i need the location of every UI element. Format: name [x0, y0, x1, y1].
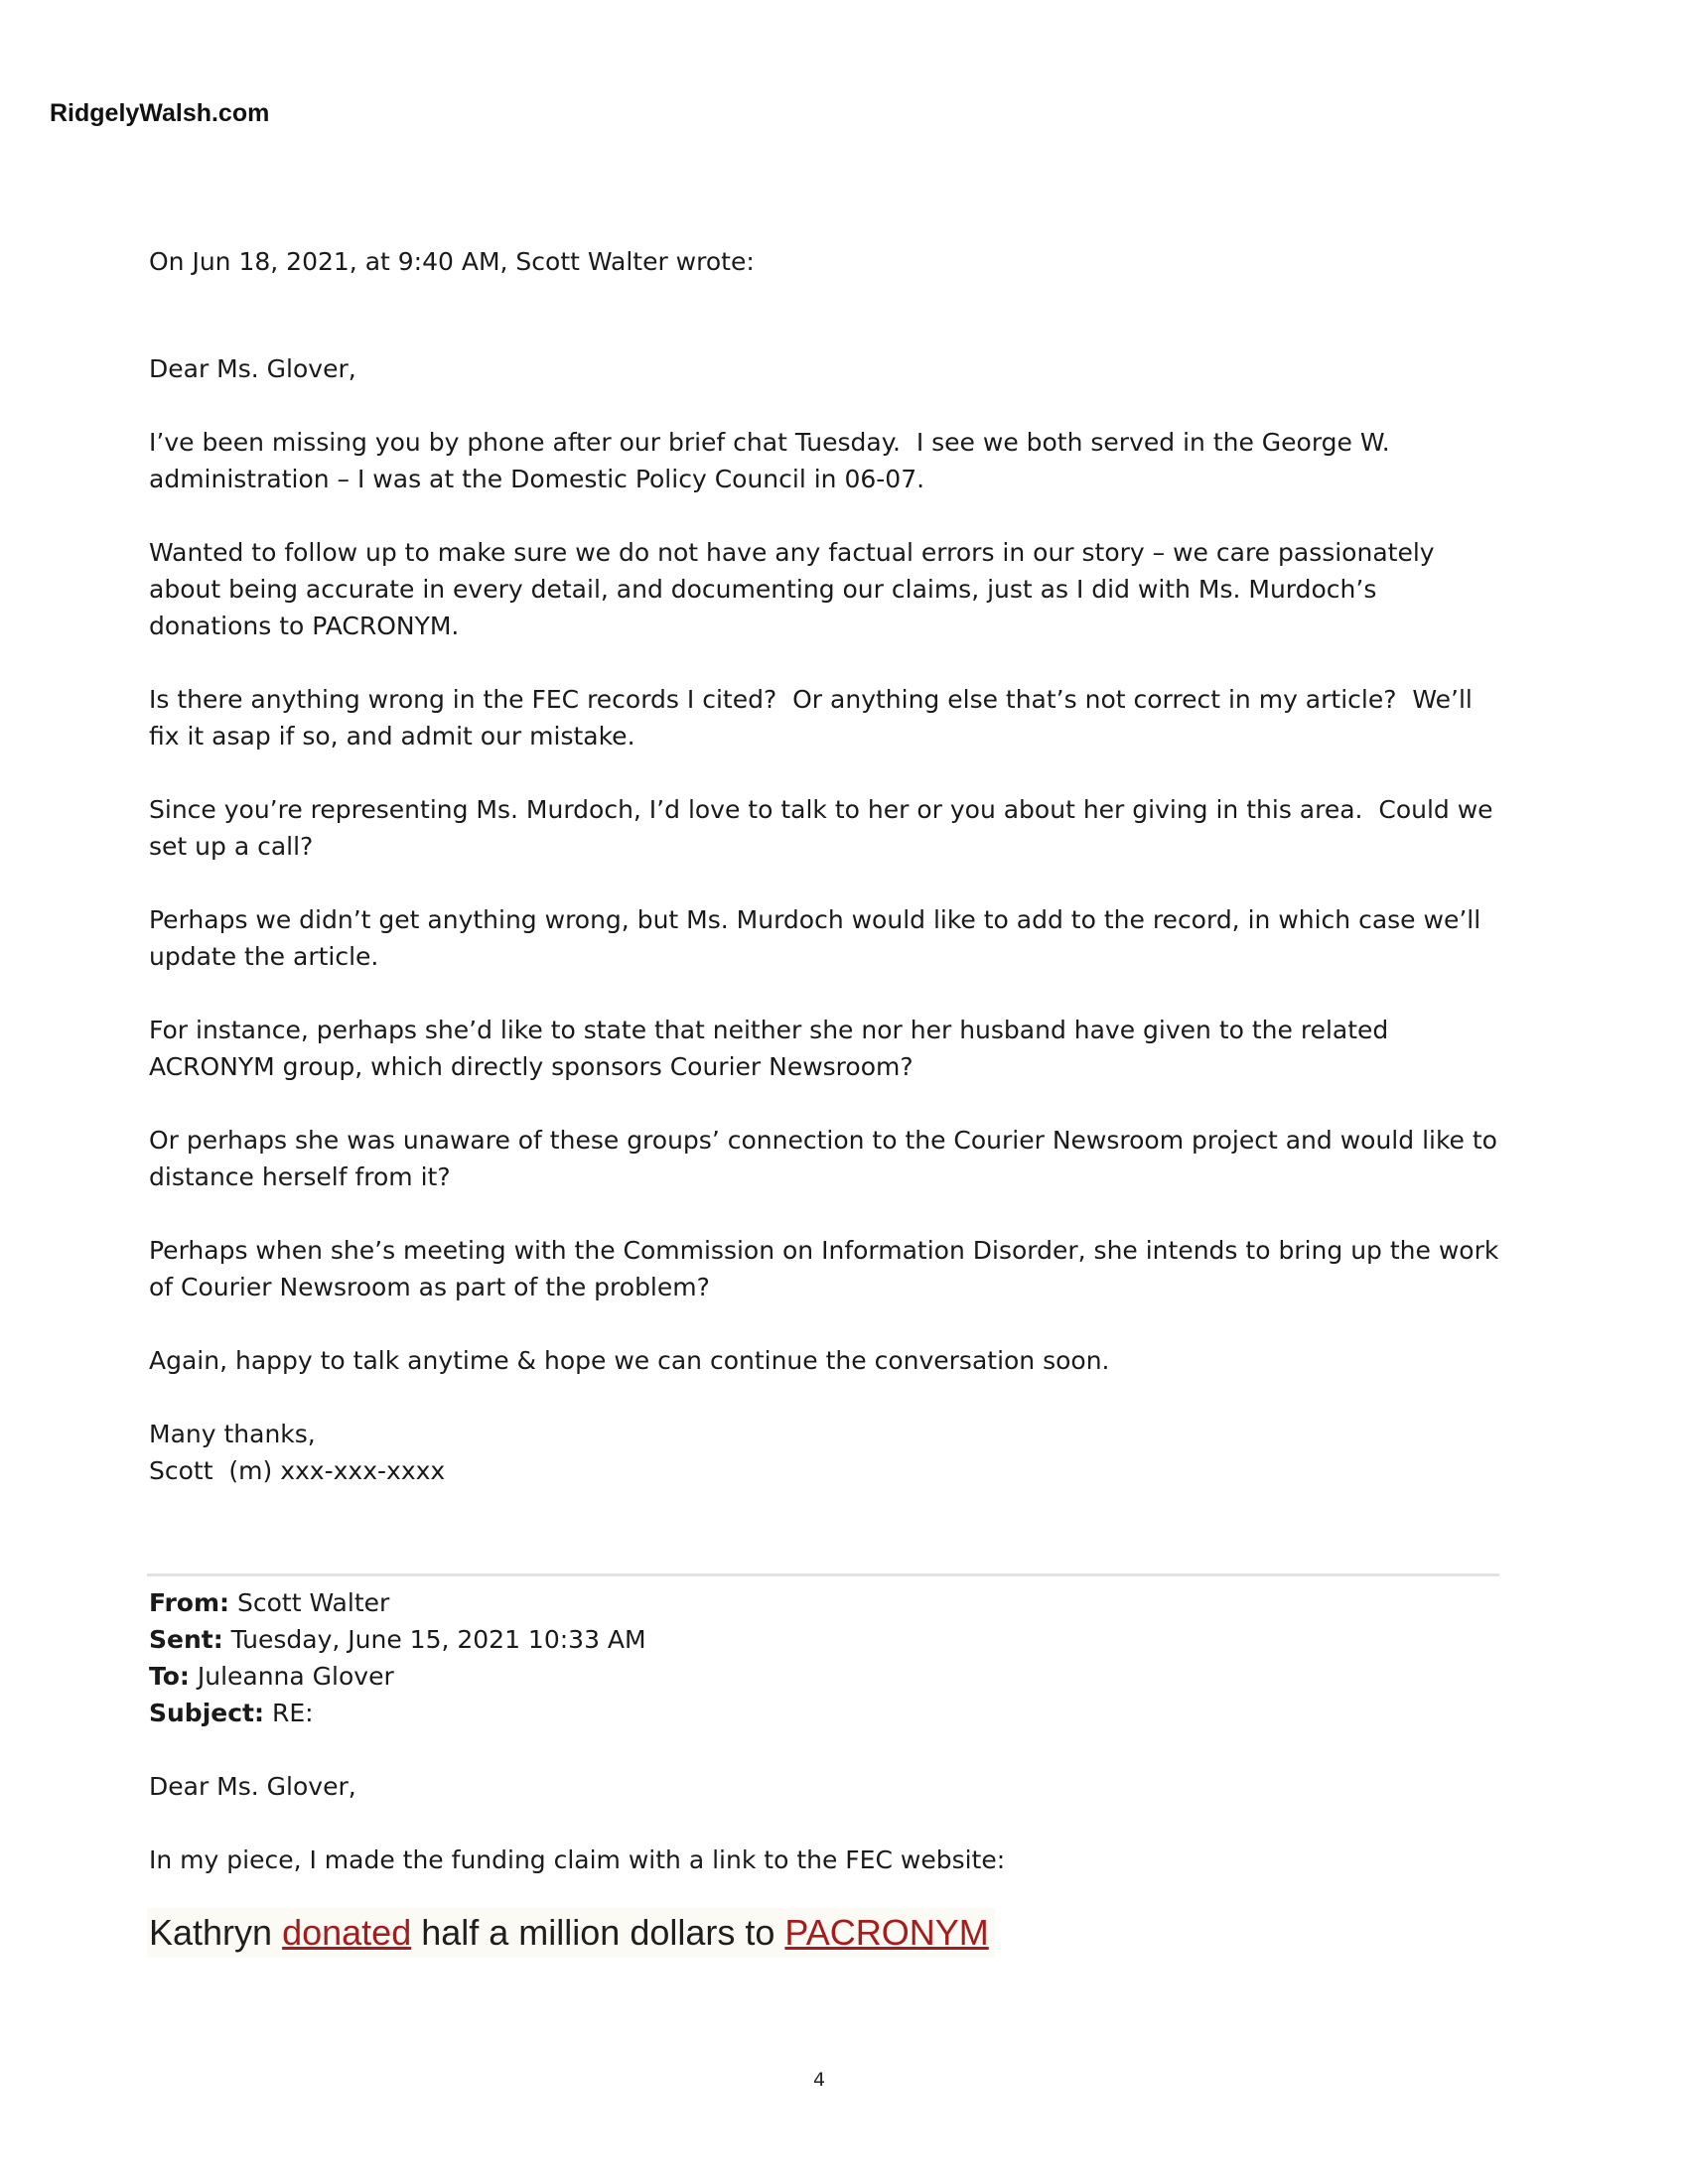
reply-intro: On Jun 18, 2021, at 9:40 AM, Scott Walter wrote: [149, 247, 755, 276]
paragraph: I’ve been missing you by phone after our brief chat Tuesday. I see we both served in the George W. administration – I was at the Domestic Policy Council in 06-07. [149, 428, 1398, 493]
to-value: Juleanna Glover [189, 1662, 394, 1691]
paragraph: Perhaps we didn’t get anything wrong, but Ms. Murdoch would like to add to the record, in which case we’ll update the article. [149, 905, 1489, 971]
email-body-1 [149, 243, 1507, 1489]
sent-value: Tuesday, June 15, 2021 10:33 AM [222, 1625, 646, 1654]
paragraph: Wanted to follow up to make sure we do not have any factual errors in our story – we care passionately about being accurate in every detail, and documenting our claims, just as I did with Ms. Murdoch’s donations to PACRONYM. [149, 538, 1443, 640]
paragraph: Or perhaps she was unaware of these groups’ connection to the Courier Newsroom project and would like to distance herself from it? [149, 1126, 1505, 1191]
paragraph: For instance, perhaps she’d like to state that neither she nor her husband have given to the related ACRONYM group, which directly sponsors Courier Newsroom? [149, 1016, 1397, 1081]
to-row [149, 1658, 1499, 1695]
paragraph: In my piece, I made the funding claim with a link to the FEC website: [149, 1845, 1006, 1874]
email-divider [147, 1573, 1499, 1576]
paragraph: Is there anything wrong in the FEC records I cited? Or anything else that’s not correct in my article? We’ll fix it asap if so, and admit our mistake. [149, 685, 1480, 751]
from-label: From: [149, 1588, 230, 1617]
email-body-2 [149, 1768, 1499, 1915]
paragraph: Dear Ms. Glover, [149, 1772, 356, 1801]
to-label: To: [149, 1662, 190, 1691]
sent-row [149, 1621, 1499, 1658]
signature: Scott (m) xxx-xxx-xxxx [149, 1456, 446, 1485]
from-row [149, 1584, 1499, 1621]
page-number: 4 [812, 2069, 826, 2091]
subject-row [149, 1695, 1499, 1731]
from-value: Scott Walter [229, 1588, 390, 1617]
subject-label: Subject: [149, 1699, 264, 1727]
closing: Many thanks, [149, 1420, 316, 1448]
paragraph: Perhaps when she’s meeting with the Commission on Information Disorder, she intends to bring up the work of Courier Newsroom as part of the problem? [149, 1236, 1507, 1301]
quote-text: half a million dollars to [411, 1912, 785, 1953]
paragraph: Again, happy to talk anytime & hope we can continue the conversation soon. [149, 1346, 1110, 1375]
donated-link[interactable]: donated [282, 1912, 412, 1953]
quote-text: Kathryn [149, 1912, 283, 1953]
subject-value: RE: [264, 1699, 314, 1727]
quoted-claim [147, 1908, 995, 1958]
sent-label: Sent: [149, 1625, 223, 1654]
paragraph: Dear Ms. Glover, [149, 354, 356, 383]
pacronym-link[interactable]: PACRONYM [784, 1912, 989, 1953]
email-header [149, 1584, 1499, 1731]
site-name: RidgelyWalsh.com [50, 99, 270, 127]
paragraph: Since you’re representing Ms. Murdoch, I’d love to talk to her or you about her giving in this area. Could we set up a call? [149, 795, 1501, 861]
